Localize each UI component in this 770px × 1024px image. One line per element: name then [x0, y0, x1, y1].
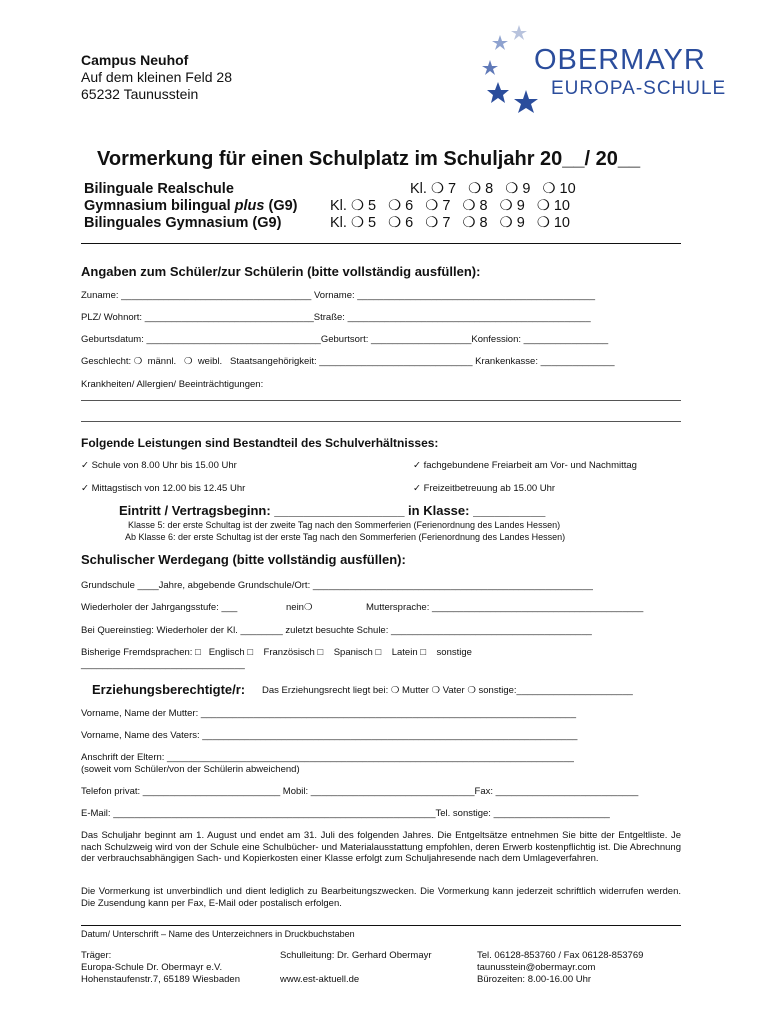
wiederholer-field[interactable]: Wiederholer der Jahrgangsstufe: ___ — [81, 602, 238, 613]
classes-gym-g9[interactable]: Kl. ❍ 5 ❍ 6 ❍ 7 ❍ 8 ❍ 9 ❍ 10 — [330, 215, 570, 231]
program-realschule: Bilinguale Realschule — [84, 181, 234, 197]
guardian-heading: Erziehungsberechtigte/r: — [92, 682, 246, 697]
grundschule-field[interactable]: Grundschule ____Jahre, abgebende Grundschule/Ort: _____________________________________________________ — [81, 580, 593, 591]
footer-line: Hohenstaufenstr.7, 65189 Wiesbaden — [81, 974, 240, 985]
quereinstieg-field[interactable]: Bei Quereinstieg: Wiederholer der Kl. ________ zuletzt besuchte Schule: ______________________________________ — [81, 625, 592, 636]
father-field[interactable]: Vorname, Name des Vaters: _______________________________________________________________________ — [81, 730, 578, 741]
footer-schulleitung — [280, 950, 432, 986]
service-item: ✓ Schule von 8.00 Uhr bis 15.00 Uhr — [81, 460, 237, 471]
campus-street: Auf dem kleinen Feld 28 — [81, 69, 232, 85]
signature-line[interactable] — [81, 925, 681, 926]
fremdsprachen-field[interactable]: Bisherige Fremdsprachen: □ Englisch □ Französisch □ Spanisch □ Latein □ sonstige — [81, 647, 472, 658]
krankheiten-line-1[interactable] — [81, 400, 681, 401]
service-item: ✓ fachgebundene Freiarbeit am Vor- und Nachmittag — [413, 460, 637, 471]
anschrift-field[interactable]: Anschrift der Eltern: _____________________________________________________________________________ — [81, 752, 574, 763]
logo-stars-icon — [478, 22, 538, 118]
logo-name: OBERMAYR — [534, 44, 706, 76]
plz-field[interactable]: PLZ/ Wohnort: ________________________________Straße: ______________________________________________ — [81, 312, 591, 323]
program-gym-plus-c: (G9) — [264, 198, 298, 214]
fremdsprachen-line[interactable]: _______________________________ — [81, 659, 245, 670]
footer-line: Schulleitung: Dr. Gerhard Obermayr — [280, 950, 432, 961]
logo-subtitle: EUROPA-SCHULE — [551, 78, 727, 99]
campus-name: Campus Neuhof — [81, 52, 189, 68]
krankheiten-field[interactable]: Krankheiten/ Allergien/ Beeinträchtigungen: — [81, 379, 264, 390]
footer-website-link[interactable]: www.est-aktuell.de — [280, 974, 360, 985]
footer-line: Träger: — [81, 950, 112, 961]
program-gym-plus — [84, 198, 298, 215]
info-paragraph-2: Die Vormerkung ist unverbindlich und dient lediglich zu Bearbeitungszwecken. Die Vormerkung kann jederzeit schriftlich widerrufen werden. Die Zusendung kann per Fax, E-Mail oder postalisch erfolgen. — [81, 886, 681, 909]
nein-option[interactable]: nein❍ — [286, 602, 313, 613]
footer-line: Europa-Schule Dr. Obermayr e.V. — [81, 962, 223, 973]
footer-contact — [477, 950, 643, 986]
mother-field[interactable]: Vorname, Name der Mutter: _______________________________________________________________________ — [81, 708, 576, 719]
service-item: ✓ Mittagstisch von 12.00 bis 12.45 Uhr — [81, 483, 246, 494]
signature-label: Datum/ Unterschrift – Name des Unterzeichners in Druckbuchstaben — [81, 929, 355, 939]
info-paragraph-1: Das Schuljahr beginnt am 1. August und endet am 31. Juli des folgenden Jahres. Die Entgeltsätze entnehmen Sie bitte der Entgeltliste. Je nach Schulzweig wird von der Schule eine Schulbücher- und Materialausstattung empfohlen, deren Erwerb kostenpflichtig ist. Die Abrechnung der verbrauchsabhängigen Sach- und Kopierkosten einer Klasse erfolgt zum Schuljahresende nach dem Umlageverfahren. — [81, 830, 681, 864]
geschlecht-field[interactable]: Geschlecht: ❍ männl. ❍ weibl. Staatsangehörigkeit: _____________________________ Krankenkasse: ______________ — [81, 356, 615, 367]
classes-realschule[interactable]: Kl. ❍ 7 ❍ 8 ❍ 9 ❍ 10 — [410, 181, 576, 197]
program-gym-plus-a: Gymnasium bilingual — [84, 198, 235, 214]
footer-line: Bürozeiten: 8.00-16.00 Uhr — [477, 974, 592, 985]
form-title: Vormerkung für einen Schulplatz im Schuljahr 20__/ 20__ — [97, 148, 641, 170]
geburt-field[interactable]: Geburtsdatum: _________________________________Geburtsort: ___________________Konfession: ________________ — [81, 334, 609, 345]
footer-line: Tel. 06128-853760 / Fax 06128-853769 — [477, 950, 644, 961]
school-heading: Schulischer Werdegang (bitte vollständig ausfüllen): — [81, 552, 406, 567]
services-heading: Folgende Leistungen sind Bestandteil des Schulverhältnisses: — [81, 436, 439, 450]
program-gym-g9: Bilinguales Gymnasium (G9) — [84, 215, 282, 231]
student-heading: Angaben zum Schüler/zur Schülerin (bitte vollständig ausfüllen): — [81, 264, 481, 279]
anschrift-note: (soweit vom Schüler/von der Schülerin abweichend) — [81, 764, 300, 775]
telefon-field[interactable]: Telefon privat: __________________________ Mobil: _______________________________Fax: ___________________________ — [81, 786, 639, 797]
classes-gym-plus[interactable]: Kl. ❍ 5 ❍ 6 ❍ 7 ❍ 8 ❍ 9 ❍ 10 — [330, 198, 570, 214]
service-item: ✓ Freizeitbetreuung ab 15.00 Uhr — [413, 483, 556, 494]
footer-spacer — [280, 962, 432, 974]
footer-traeger — [81, 950, 240, 986]
email-field[interactable]: E-Mail: _____________________________________________________________Tel. sonstige: ______________________ — [81, 808, 610, 819]
erziehungsrecht-field[interactable]: Das Erziehungsrecht liegt bei: ❍ Mutter ❍ Vater ❍ sonstige:______________________ — [262, 685, 633, 696]
school-address — [81, 52, 232, 103]
muttersprache-field[interactable]: Muttersprache: ________________________________________ — [366, 602, 644, 613]
entry-line[interactable]: Eintritt / Vertragsbeginn: __________________ in Klasse: __________ — [119, 503, 546, 518]
krankheiten-line-2[interactable] — [81, 421, 681, 422]
entry-note-1: Klasse 5: der erste Schultag ist der zweite Tag nach den Sommerferien (Ferienordnung des Landes Hessen) — [128, 520, 561, 530]
program-gym-plus-b: plus — [234, 198, 265, 214]
campus-city: 65232 Taunusstein — [81, 86, 199, 102]
divider-top — [81, 243, 681, 244]
entry-note-2: Ab Klasse 6: der erste Schultag ist der erste Tag nach den Sommerferien (Ferienordnung des Landes Hessen) — [125, 532, 566, 542]
footer-email-link[interactable]: taunusstein@obermayr.com — [477, 962, 596, 973]
zuname-field[interactable]: Zuname: ____________________________________ Vorname: _____________________________________________ — [81, 290, 596, 301]
